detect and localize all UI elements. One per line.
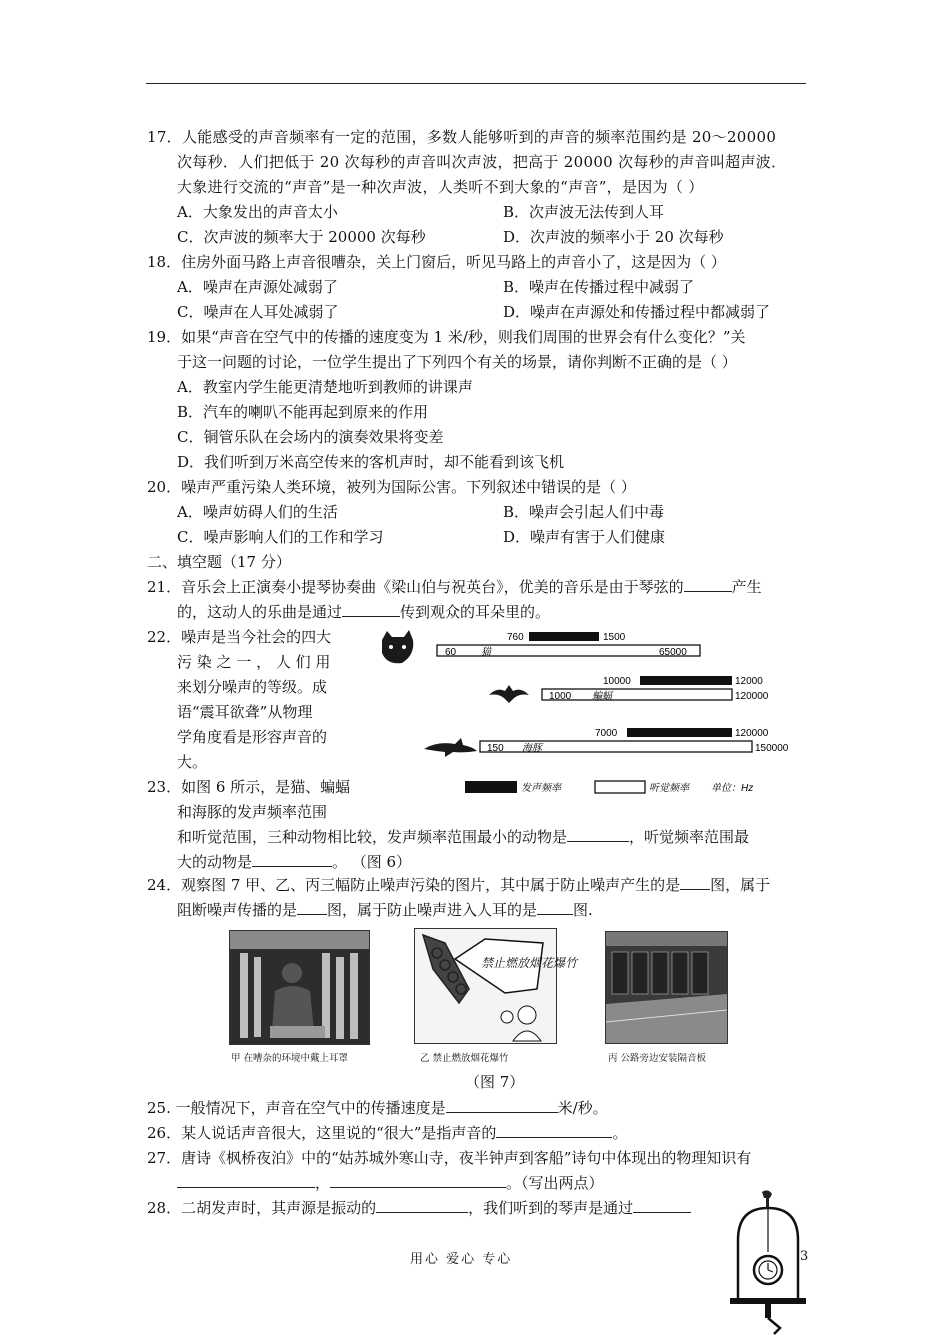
q20-stem: 20．噪声严重污染人类环境，被列为国际公害。下列叙述中错误的是（ ） xyxy=(147,478,636,496)
q17-line-1: 17．人能感受的声音频率有一定的范围，多数人能够听到的声音的频率范围约是 20～20000 xyxy=(147,128,777,146)
q20-option-a: A．噪声妨碍人们的生活 xyxy=(177,503,338,521)
bat-emit-high: 12000 xyxy=(735,676,763,687)
q24-text-a: 24．观察图 7 甲、乙、丙三幅防止噪声污染的图片，其中属于防止噪声产生的是 xyxy=(147,876,681,894)
q24-text-e: 图. xyxy=(573,901,593,919)
footer-slogan: 用心 爱心 专心 xyxy=(410,1252,513,1267)
header-rule xyxy=(146,83,806,84)
bat-hear-low: 1000 xyxy=(549,691,572,702)
q23-blank-2[interactable] xyxy=(252,852,332,867)
q28-blank-2[interactable] xyxy=(633,1198,691,1213)
bat-emit-low: 10000 xyxy=(603,676,631,687)
q20-option-b: B．噪声会引起人们中毒 xyxy=(503,503,665,521)
q23-line-1: 23．如图 6 所示，是猫、蝙蝠 xyxy=(147,778,351,796)
q18-option-c: C．噪声在人耳处减弱了 xyxy=(177,303,339,321)
q18-option-b: B．噪声在传播过程中减弱了 xyxy=(503,278,695,296)
cat-emit-low: 760 xyxy=(507,632,524,643)
bat-emit-bar xyxy=(640,676,732,685)
bat-icon xyxy=(489,685,529,703)
q20-option-d: D．噪声有害于人们健康 xyxy=(503,528,666,546)
q24-blank-3[interactable] xyxy=(537,900,573,915)
q21-text-b: 产生 xyxy=(731,578,762,596)
q25-text-b: 米/秒。 xyxy=(557,1099,608,1117)
cartoon-yi-fireworks xyxy=(414,928,578,1044)
frequency-range-chart xyxy=(377,625,802,800)
cat-emit-bar xyxy=(529,632,599,641)
photo-bing-noise-barrier xyxy=(605,931,728,1044)
q27-line-1: 27．唐诗《枫桥夜泊》中的“姑苏城外寒山寺，夜半钟声到客船”诗句中体现出的物理知识有 xyxy=(147,1149,752,1167)
q23-blank-1[interactable] xyxy=(567,827,629,842)
q26-text-b: 。 xyxy=(612,1124,628,1142)
section-heading: 二、填空题（17 分） xyxy=(147,553,291,571)
cat-hear-high: 65000 xyxy=(659,647,687,658)
q17-option-a: A．大象发出的声音太小 xyxy=(177,203,338,221)
q24-blank-2[interactable] xyxy=(297,900,327,915)
bat-hear-high: 120000 xyxy=(735,691,769,702)
q24-text-b: 图，属于 xyxy=(710,876,771,894)
q25-blank[interactable] xyxy=(446,1098,558,1113)
sign-text: 禁止燃放烟花爆竹 xyxy=(481,956,578,970)
cat-hear-low: 60 xyxy=(445,647,457,658)
q24-text-c: 阻断噪声传播的是 xyxy=(177,901,298,919)
q20-option-c: C．噪声影响人们的工作和学习 xyxy=(177,528,384,546)
dolphin-hear-high: 150000 xyxy=(755,743,789,754)
q23-line-3 xyxy=(177,827,749,847)
dolphin-emit-low: 7000 xyxy=(595,728,618,739)
q21-blank-2[interactable] xyxy=(342,602,400,617)
q22-line-1: 22．噪声是当今社会的四大 xyxy=(147,628,332,646)
q27-blank-1[interactable] xyxy=(177,1173,315,1188)
q27-text-a: ， xyxy=(315,1174,331,1192)
q23-line-4 xyxy=(177,852,411,872)
q22-line-4: 语“震耳欲聋”从物理 xyxy=(177,703,313,721)
cat-emit-high: 1500 xyxy=(603,632,626,643)
legend-hear-label: 听觉频率 xyxy=(649,783,689,794)
dolphin-hear-bar xyxy=(480,741,752,752)
q23-text-b: ，听觉频率范围最 xyxy=(629,828,750,846)
q23-text-d: 。 （图 6） xyxy=(332,853,412,871)
q17-option-c: C．次声波的频率大于 20000 次每秒 xyxy=(177,228,426,246)
q28-text-a: 28．二胡发声时，其声源是振动的 xyxy=(147,1199,377,1217)
legend-hear-swatch xyxy=(595,781,645,793)
q21-blank-1[interactable] xyxy=(684,577,732,592)
q28-text-b: ，我们听到的琴声是通过 xyxy=(468,1199,634,1217)
q19-option-d: D．我们听到万米高空传来的客机声时，却不能看到该飞机 xyxy=(177,453,565,471)
chart-unit: 单位：Hz xyxy=(711,783,754,794)
q19-option-a: A．教室内学生能更清楚地听到教师的讲课声 xyxy=(177,378,473,396)
q24-line-2 xyxy=(177,900,593,920)
cat-icon xyxy=(382,630,413,663)
q22-line-5: 学角度看是形容声音的 xyxy=(177,728,328,746)
legend-emit-swatch xyxy=(465,781,517,793)
figure-7-label: （图 7） xyxy=(465,1073,525,1091)
q18-option-a: A．噪声在声源处减弱了 xyxy=(177,278,338,296)
dolphin-hear-low: 150 xyxy=(487,743,504,754)
photo-jia-earmuffs xyxy=(229,930,370,1045)
q19-option-c: C．铜管乐队在会场内的演奏效果将变差 xyxy=(177,428,444,446)
q28-line xyxy=(147,1198,691,1218)
q27-line-2 xyxy=(177,1173,604,1193)
bat-label: 蝙蝠 xyxy=(592,691,612,702)
q17-option-b: B．次声波无法传到人耳 xyxy=(503,203,665,221)
q26-text-a: 26．某人说话声音很大，这里说的“很大”是指声音的 xyxy=(147,1124,497,1142)
q18-stem: 18．住房外面马路上声音很嘈杂，关上门窗后，听见马路上的声音小了，这是因为（ ） xyxy=(147,253,726,271)
legend-emit-label: 发声频率 xyxy=(521,783,561,794)
caption-jia: 甲 在嘈杂的环境中戴上耳罩 xyxy=(231,1053,349,1064)
dolphin-icon xyxy=(424,738,477,757)
q22-line-6: 大。 xyxy=(177,753,208,771)
caption-bing: 丙 公路旁边安装隔音板 xyxy=(608,1053,707,1064)
q21-line-1 xyxy=(147,577,762,597)
q24-line-1 xyxy=(147,875,770,895)
q21-line-2 xyxy=(177,602,550,622)
q27-blank-2[interactable] xyxy=(330,1173,506,1188)
q24-text-d: 图，属于防止噪声进入人耳的是 xyxy=(327,901,538,919)
caption-yi: 乙 禁止燃放烟花爆竹 xyxy=(420,1053,509,1064)
dolphin-emit-bar xyxy=(627,728,732,737)
q26-blank[interactable] xyxy=(496,1123,612,1138)
q22-line-2: 污 染 之 一 ， 人 们 用 xyxy=(177,653,331,671)
q23-line-2: 和海豚的发声频率范围 xyxy=(177,803,328,821)
q21-text-d: 传到观众的耳朵里的。 xyxy=(400,603,551,621)
q23-text-a: 和听觉范围，三种动物相比较，发声频率范围最小的动物是 xyxy=(177,828,568,846)
q19-line-1: 19．如果“声音在空气中的传播的速度变为 1 米/秒，则我们周围的世界会有什么变化？”关 xyxy=(147,328,746,346)
q17-option-d: D．次声波的频率小于 20 次每秒 xyxy=(503,228,724,246)
q19-line-2: 于这一问题的讨论，一位学生提出了下列四个有关的场景，请你判断不正确的是（ ） xyxy=(177,353,737,371)
bell-jar-icon xyxy=(728,1188,808,1338)
q17-line-2: 次每秒．人们把低于 20 次每秒的声音叫次声波，把高于 20000 次每秒的声音叫超声波． xyxy=(177,153,787,171)
q18-option-d: D．噪声在声源处和传播过程中都减弱了 xyxy=(503,303,771,321)
q19-option-b: B．汽车的喇叭不能再起到原来的作用 xyxy=(177,403,429,421)
q28-blank-1[interactable] xyxy=(376,1198,468,1213)
q25-line xyxy=(147,1098,608,1118)
q24-blank-1[interactable] xyxy=(680,875,710,890)
cat-label: 猫 xyxy=(481,647,491,658)
dolphin-label: 海豚 xyxy=(522,743,542,754)
q22-line-3: 来划分噪声的等级。成 xyxy=(177,678,328,696)
q25-text-a: 25. 一般情况下，声音在空气中的传播速度是 xyxy=(147,1099,446,1117)
q21-text-a: 21．音乐会上正演奏小提琴协奏曲《梁山伯与祝英台》，优美的音乐是由于琴弦的 xyxy=(147,578,684,596)
dolphin-emit-high: 120000 xyxy=(735,728,769,739)
q21-text-c: 的，这动人的乐曲是通过 xyxy=(177,603,343,621)
page-number: 3 xyxy=(800,1249,809,1264)
q17-line-3: 大象进行交流的“声音”是一种次声波，人类听不到大象的“声音”，是因为（ ） xyxy=(177,178,704,196)
q23-text-c: 大的动物是 xyxy=(177,853,253,871)
q27-text-b: 。（写出两点） xyxy=(506,1174,604,1192)
q26-line xyxy=(147,1123,627,1143)
